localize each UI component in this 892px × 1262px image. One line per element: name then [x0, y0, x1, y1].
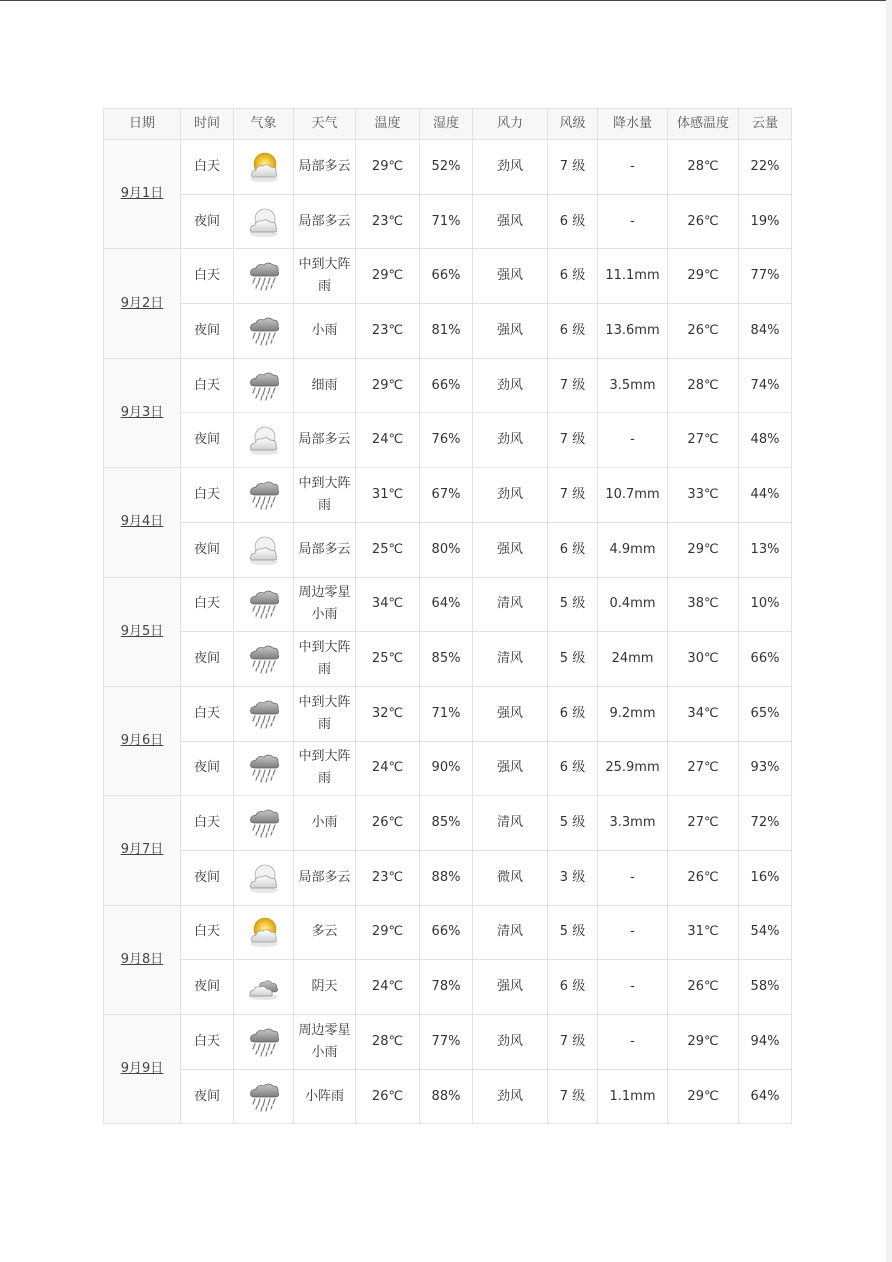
weather-icon-cell — [234, 522, 294, 577]
weather-cell: 局部多云 — [294, 413, 356, 468]
cloud-cover-cell: 84% — [739, 304, 792, 359]
temperature-cell: 28℃ — [356, 1015, 420, 1070]
cloud-cover-cell: 66% — [739, 632, 792, 687]
wind-level-cell: 7 级 — [548, 140, 598, 195]
temperature-cell: 26℃ — [356, 796, 420, 851]
table-row — [104, 413, 792, 468]
precipitation-cell: - — [598, 194, 668, 249]
temperature-cell: 24℃ — [356, 413, 420, 468]
temperature-cell: 23℃ — [356, 194, 420, 249]
feels-like-cell: 27℃ — [668, 741, 739, 796]
wind-cell: 劲风 — [473, 140, 548, 195]
rain-icon — [236, 696, 291, 732]
precipitation-cell: 9.2mm — [598, 686, 668, 741]
time-cell: 夜间 — [181, 960, 234, 1015]
date-cell — [104, 468, 181, 577]
precipitation-cell: 25.9mm — [598, 741, 668, 796]
cloud-cover-cell: 65% — [739, 686, 792, 741]
precipitation-cell: 3.3mm — [598, 796, 668, 851]
cloud-cover-cell: 13% — [739, 522, 792, 577]
precipitation-cell: - — [598, 905, 668, 960]
humidity-cell: 66% — [420, 358, 473, 413]
weather-icon-cell — [234, 796, 294, 851]
precipitation-cell: 4.9mm — [598, 522, 668, 577]
temperature-cell: 29℃ — [356, 140, 420, 195]
temperature-cell: 24℃ — [356, 960, 420, 1015]
feels-like-cell: 26℃ — [668, 850, 739, 905]
weather-cell: 局部多云 — [294, 194, 356, 249]
partly-cloudy-sun-icon — [236, 149, 291, 185]
wind-level-cell: 7 级 — [548, 358, 598, 413]
header-cloud-cover: 云量 — [739, 109, 792, 140]
humidity-cell: 52% — [420, 140, 473, 195]
partly-cloudy-night-icon — [236, 860, 291, 896]
time-cell: 夜间 — [181, 304, 234, 359]
humidity-cell: 77% — [420, 1015, 473, 1070]
weather-cell: 小雨 — [294, 304, 356, 359]
precipitation-cell: - — [598, 850, 668, 905]
feels-like-cell: 29℃ — [668, 1015, 739, 1070]
table-body — [104, 140, 792, 1124]
table-row — [104, 249, 792, 304]
wind-cell: 清风 — [473, 796, 548, 851]
wind-level-cell: 6 级 — [548, 249, 598, 304]
cloud-cover-cell: 54% — [739, 905, 792, 960]
weather-cell: 中到大阵雨 — [294, 741, 356, 796]
rain-icon — [236, 805, 291, 841]
weather-icon-cell — [234, 686, 294, 741]
wind-level-cell: 5 级 — [548, 905, 598, 960]
rain-icon — [236, 750, 291, 786]
temperature-cell: 32℃ — [356, 686, 420, 741]
cloud-cover-cell: 44% — [739, 468, 792, 523]
header-wind-level: 风级 — [548, 109, 598, 140]
rain-icon — [236, 1079, 291, 1115]
feels-like-cell: 26℃ — [668, 194, 739, 249]
wind-level-cell: 6 级 — [548, 194, 598, 249]
humidity-cell: 71% — [420, 194, 473, 249]
header-date: 日期 — [104, 109, 181, 140]
feels-like-cell: 38℃ — [668, 577, 739, 632]
table-row — [104, 960, 792, 1015]
date-link[interactable]: 9月9日 — [120, 1061, 164, 1077]
table-row — [104, 1069, 792, 1124]
wind-cell: 劲风 — [473, 468, 548, 523]
temperature-cell: 25℃ — [356, 632, 420, 687]
weather-cell: 周边零星小雨 — [294, 1015, 356, 1070]
table-row — [104, 850, 792, 905]
wind-level-cell: 7 级 — [548, 468, 598, 523]
partly-cloudy-night-icon — [236, 422, 291, 458]
weather-icon-cell — [234, 905, 294, 960]
date-link[interactable]: 9月4日 — [120, 514, 164, 530]
wind-level-cell: 5 级 — [548, 577, 598, 632]
date-link[interactable]: 9月5日 — [120, 623, 164, 639]
weather-cell: 中到大阵雨 — [294, 686, 356, 741]
feels-like-cell: 26℃ — [668, 960, 739, 1015]
time-cell: 夜间 — [181, 632, 234, 687]
rain-icon — [236, 258, 291, 294]
temperature-cell: 26℃ — [356, 1069, 420, 1124]
time-cell: 夜间 — [181, 1069, 234, 1124]
weather-icon-cell — [234, 960, 294, 1015]
humidity-cell: 81% — [420, 304, 473, 359]
table-row — [104, 468, 792, 523]
humidity-cell: 78% — [420, 960, 473, 1015]
humidity-cell: 64% — [420, 577, 473, 632]
top-border-line — [0, 0, 892, 1]
wind-cell: 劲风 — [473, 358, 548, 413]
temperature-cell: 29℃ — [356, 905, 420, 960]
cloud-cover-cell: 19% — [739, 194, 792, 249]
wind-cell: 强风 — [473, 249, 548, 304]
table-row — [104, 577, 792, 632]
humidity-cell: 88% — [420, 1069, 473, 1124]
time-cell: 白天 — [181, 249, 234, 304]
overcast-icon — [236, 969, 291, 1005]
table-row — [104, 905, 792, 960]
time-cell: 夜间 — [181, 741, 234, 796]
humidity-cell: 71% — [420, 686, 473, 741]
precipitation-cell: 1.1mm — [598, 1069, 668, 1124]
time-cell: 白天 — [181, 140, 234, 195]
precipitation-cell: 0.4mm — [598, 577, 668, 632]
feels-like-cell: 26℃ — [668, 304, 739, 359]
feels-like-cell: 28℃ — [668, 140, 739, 195]
wind-level-cell: 5 级 — [548, 632, 598, 687]
rain-icon — [236, 368, 291, 404]
humidity-cell: 67% — [420, 468, 473, 523]
wind-level-cell: 7 级 — [548, 1069, 598, 1124]
temperature-cell: 31℃ — [356, 468, 420, 523]
feels-like-cell: 34℃ — [668, 686, 739, 741]
date-cell — [104, 1015, 181, 1124]
wind-level-cell: 6 级 — [548, 522, 598, 577]
precipitation-cell: 13.6mm — [598, 304, 668, 359]
table-row — [104, 304, 792, 359]
wind-cell: 微风 — [473, 850, 548, 905]
feels-like-cell: 28℃ — [668, 358, 739, 413]
partly-cloudy-night-icon — [236, 204, 291, 240]
weather-icon-cell — [234, 413, 294, 468]
wind-cell: 强风 — [473, 194, 548, 249]
cloud-cover-cell: 94% — [739, 1015, 792, 1070]
feels-like-cell: 27℃ — [668, 796, 739, 851]
table-row — [104, 194, 792, 249]
wind-level-cell: 6 级 — [548, 686, 598, 741]
feels-like-cell: 29℃ — [668, 1069, 739, 1124]
wind-cell: 强风 — [473, 960, 548, 1015]
weather-icon-cell — [234, 741, 294, 796]
header-weather: 天气 — [294, 109, 356, 140]
date-link[interactable]: 9月7日 — [120, 842, 164, 858]
weather-cell: 中到大阵雨 — [294, 632, 356, 687]
cloud-cover-cell: 22% — [739, 140, 792, 195]
weather-icon-cell — [234, 1069, 294, 1124]
feels-like-cell: 33℃ — [668, 468, 739, 523]
precipitation-cell: 10.7mm — [598, 468, 668, 523]
precipitation-cell: - — [598, 140, 668, 195]
weather-icon-cell — [234, 249, 294, 304]
table-row — [104, 522, 792, 577]
precipitation-cell: - — [598, 960, 668, 1015]
humidity-cell: 90% — [420, 741, 473, 796]
date-cell — [104, 140, 181, 249]
weather-cell: 多云 — [294, 905, 356, 960]
header-icon: 气象 — [234, 109, 294, 140]
weather-icon-cell — [234, 304, 294, 359]
partly-cloudy-sun-icon — [236, 914, 291, 950]
weather-icon-cell — [234, 468, 294, 523]
humidity-cell: 66% — [420, 905, 473, 960]
date-link[interactable]: 9月8日 — [120, 951, 164, 967]
date-link[interactable]: 9月6日 — [120, 733, 164, 749]
feels-like-cell: 29℃ — [668, 522, 739, 577]
humidity-cell: 66% — [420, 249, 473, 304]
time-cell: 夜间 — [181, 522, 234, 577]
rain-icon — [236, 477, 291, 513]
wind-cell: 强风 — [473, 686, 548, 741]
precipitation-cell: - — [598, 1015, 668, 1070]
table-row — [104, 1015, 792, 1070]
temperature-cell: 24℃ — [356, 741, 420, 796]
temperature-cell: 23℃ — [356, 850, 420, 905]
temperature-cell: 23℃ — [356, 304, 420, 359]
date-cell — [104, 577, 181, 686]
cloud-cover-cell: 64% — [739, 1069, 792, 1124]
weather-icon-cell — [234, 194, 294, 249]
weather-icon-cell — [234, 850, 294, 905]
time-cell: 白天 — [181, 358, 234, 413]
weather-icon-cell — [234, 140, 294, 195]
humidity-cell: 80% — [420, 522, 473, 577]
table-row — [104, 686, 792, 741]
wind-level-cell: 6 级 — [548, 960, 598, 1015]
temperature-cell: 34℃ — [356, 577, 420, 632]
time-cell: 夜间 — [181, 413, 234, 468]
partly-cloudy-night-icon — [236, 532, 291, 568]
weather-cell: 小阵雨 — [294, 1069, 356, 1124]
rain-icon — [236, 1024, 291, 1060]
weather-icon-cell — [234, 632, 294, 687]
header-temperature: 温度 — [356, 109, 420, 140]
wind-cell: 强风 — [473, 304, 548, 359]
wind-cell: 劲风 — [473, 1069, 548, 1124]
table-row — [104, 632, 792, 687]
cloud-cover-cell: 16% — [739, 850, 792, 905]
wind-level-cell: 6 级 — [548, 741, 598, 796]
header-time: 时间 — [181, 109, 234, 140]
date-cell — [104, 358, 181, 467]
cloud-cover-cell: 93% — [739, 741, 792, 796]
wind-level-cell: 7 级 — [548, 1015, 598, 1070]
wind-cell: 劲风 — [473, 413, 548, 468]
date-link[interactable]: 9月2日 — [120, 295, 164, 311]
time-cell: 白天 — [181, 905, 234, 960]
feels-like-cell: 29℃ — [668, 249, 739, 304]
precipitation-cell: - — [598, 413, 668, 468]
time-cell: 白天 — [181, 796, 234, 851]
weather-cell: 细雨 — [294, 358, 356, 413]
header-humidity: 湿度 — [420, 109, 473, 140]
precipitation-cell: 11.1mm — [598, 249, 668, 304]
feels-like-cell: 30℃ — [668, 632, 739, 687]
wind-cell: 清风 — [473, 577, 548, 632]
weather-cell: 局部多云 — [294, 850, 356, 905]
table-header-row — [104, 109, 792, 140]
precipitation-cell: 24mm — [598, 632, 668, 687]
header-wind: 风力 — [473, 109, 548, 140]
cloud-cover-cell: 74% — [739, 358, 792, 413]
weather-cell: 中到大阵雨 — [294, 468, 356, 523]
table-row — [104, 796, 792, 851]
rain-icon — [236, 586, 291, 622]
temperature-cell: 25℃ — [356, 522, 420, 577]
temperature-cell: 29℃ — [356, 249, 420, 304]
cloud-cover-cell: 72% — [739, 796, 792, 851]
wind-cell: 劲风 — [473, 1015, 548, 1070]
weather-cell: 阴天 — [294, 960, 356, 1015]
date-cell — [104, 796, 181, 905]
wind-level-cell: 3 级 — [548, 850, 598, 905]
temperature-cell: 29℃ — [356, 358, 420, 413]
table-row — [104, 358, 792, 413]
cloud-cover-cell: 77% — [739, 249, 792, 304]
humidity-cell: 88% — [420, 850, 473, 905]
date-link[interactable]: 9月3日 — [120, 404, 164, 420]
wind-level-cell: 6 级 — [548, 304, 598, 359]
weather-cell: 小雨 — [294, 796, 356, 851]
weather-forecast-table — [103, 108, 792, 1124]
humidity-cell: 85% — [420, 632, 473, 687]
table-row — [104, 741, 792, 796]
cloud-cover-cell: 48% — [739, 413, 792, 468]
wind-cell: 清风 — [473, 632, 548, 687]
time-cell: 白天 — [181, 1015, 234, 1070]
time-cell: 夜间 — [181, 850, 234, 905]
cloud-cover-cell: 10% — [739, 577, 792, 632]
cloud-cover-cell: 58% — [739, 960, 792, 1015]
table-row — [104, 140, 792, 195]
feels-like-cell: 27℃ — [668, 413, 739, 468]
feels-like-cell: 31℃ — [668, 905, 739, 960]
rain-icon — [236, 313, 291, 349]
date-cell — [104, 686, 181, 795]
page-edge-shade — [886, 0, 892, 1262]
weather-cell: 周边零星小雨 — [294, 577, 356, 632]
time-cell: 白天 — [181, 686, 234, 741]
wind-level-cell: 7 级 — [548, 413, 598, 468]
time-cell: 夜间 — [181, 194, 234, 249]
weather-cell: 局部多云 — [294, 522, 356, 577]
humidity-cell: 85% — [420, 796, 473, 851]
header-feels-like: 体感温度 — [668, 109, 739, 140]
date-link[interactable]: 9月1日 — [120, 186, 164, 202]
date-cell — [104, 905, 181, 1014]
rain-icon — [236, 641, 291, 677]
weather-icon-cell — [234, 577, 294, 632]
wind-cell: 清风 — [473, 905, 548, 960]
wind-cell: 强风 — [473, 522, 548, 577]
time-cell: 白天 — [181, 468, 234, 523]
humidity-cell: 76% — [420, 413, 473, 468]
weather-icon-cell — [234, 1015, 294, 1070]
precipitation-cell: 3.5mm — [598, 358, 668, 413]
wind-level-cell: 5 级 — [548, 796, 598, 851]
date-cell — [104, 249, 181, 358]
time-cell: 白天 — [181, 577, 234, 632]
header-precipitation: 降水量 — [598, 109, 668, 140]
weather-cell: 中到大阵雨 — [294, 249, 356, 304]
weather-icon-cell — [234, 358, 294, 413]
weather-cell: 局部多云 — [294, 140, 356, 195]
wind-cell: 强风 — [473, 741, 548, 796]
